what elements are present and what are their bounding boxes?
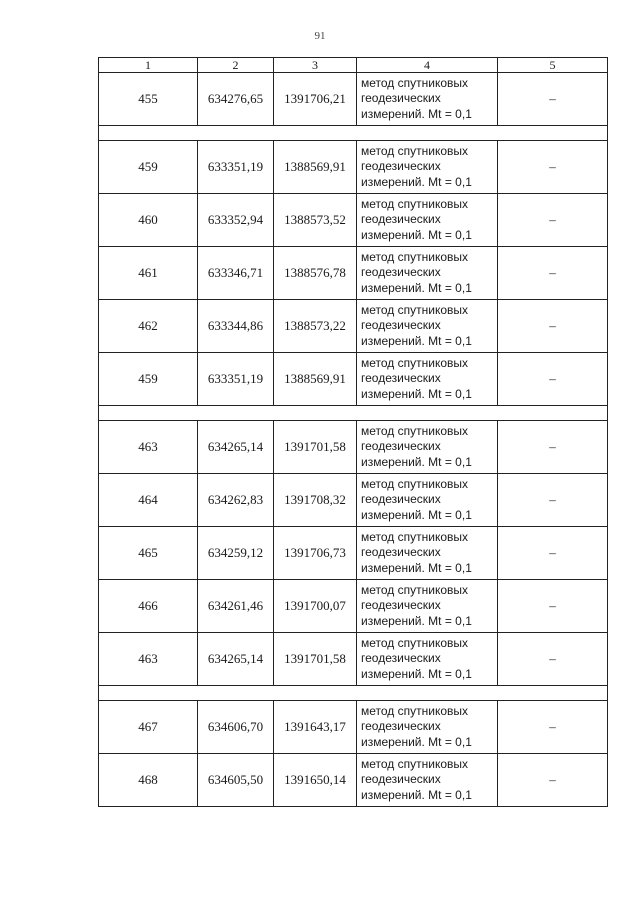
cell-y-coordinate: 1391708,32 — [274, 474, 357, 527]
cell-x-coordinate: 633352,94 — [198, 194, 274, 247]
cell-method: метод спутниковых геодезических измерений. Mt = 0,1 — [357, 633, 498, 686]
cell-point-number: 455 — [99, 73, 198, 126]
cell-notes: – — [498, 247, 608, 300]
table-row — [99, 701, 608, 754]
table-row — [99, 633, 608, 686]
cell-point-number: 459 — [99, 141, 198, 194]
cell-notes: – — [498, 754, 608, 807]
cell-x-coordinate: 633351,19 — [198, 141, 274, 194]
column-header-y: 3 — [274, 58, 357, 73]
table-row — [99, 421, 608, 474]
cell-point-number: 466 — [99, 580, 198, 633]
cell-x-coordinate: 634261,46 — [198, 580, 274, 633]
cell-method: метод спутниковых геодезических измерений. Mt = 0,1 — [357, 247, 498, 300]
column-header-notes: 5 — [498, 58, 608, 73]
table-row — [99, 247, 608, 300]
cell-x-coordinate: 634265,14 — [198, 633, 274, 686]
column-header-method: 4 — [357, 58, 498, 73]
separator-cell — [99, 126, 608, 141]
cell-x-coordinate: 634276,65 — [198, 73, 274, 126]
cell-method: метод спутниковых геодезических измерений. Mt = 0,1 — [357, 141, 498, 194]
cell-method: метод спутниковых геодезических измерений. Mt = 0,1 — [357, 421, 498, 474]
cell-y-coordinate: 1388576,78 — [274, 247, 357, 300]
cell-method: метод спутниковых геодезических измерений. Mt = 0,1 — [357, 701, 498, 754]
table-separator-row — [99, 126, 608, 141]
separator-cell — [99, 406, 608, 421]
table-row — [99, 141, 608, 194]
cell-notes: – — [498, 474, 608, 527]
cell-y-coordinate: 1391706,21 — [274, 73, 357, 126]
table-separator-row — [99, 406, 608, 421]
cell-x-coordinate: 634259,12 — [198, 527, 274, 580]
table-row — [99, 353, 608, 406]
cell-point-number: 467 — [99, 701, 198, 754]
cell-notes: – — [498, 580, 608, 633]
cell-y-coordinate: 1391650,14 — [274, 754, 357, 807]
cell-method: метод спутниковых геодезических измерений. Mt = 0,1 — [357, 353, 498, 406]
cell-point-number: 459 — [99, 353, 198, 406]
cell-point-number: 468 — [99, 754, 198, 807]
table-row — [99, 474, 608, 527]
column-header-point: 1 — [99, 58, 198, 73]
cell-notes: – — [498, 527, 608, 580]
cell-x-coordinate: 633344,86 — [198, 300, 274, 353]
cell-notes: – — [498, 194, 608, 247]
table-row — [99, 754, 608, 807]
cell-method: метод спутниковых геодезических измерений. Mt = 0,1 — [357, 300, 498, 353]
table-header-row — [99, 58, 608, 73]
cell-point-number: 465 — [99, 527, 198, 580]
table-row — [99, 580, 608, 633]
cell-y-coordinate: 1391706,73 — [274, 527, 357, 580]
cell-method: метод спутниковых геодезических измерений. Mt = 0,1 — [357, 527, 498, 580]
table-separator-row — [99, 686, 608, 701]
cell-y-coordinate: 1388569,91 — [274, 353, 357, 406]
cell-method: метод спутниковых геодезических измерений. Mt = 0,1 — [357, 73, 498, 126]
cell-method: метод спутниковых геодезических измерений. Mt = 0,1 — [357, 194, 498, 247]
cell-x-coordinate: 634605,50 — [198, 754, 274, 807]
cell-notes: – — [498, 633, 608, 686]
cell-point-number: 461 — [99, 247, 198, 300]
cell-point-number: 460 — [99, 194, 198, 247]
cell-y-coordinate: 1391701,58 — [274, 633, 357, 686]
cell-notes: – — [498, 141, 608, 194]
cell-x-coordinate: 634265,14 — [198, 421, 274, 474]
table-body — [99, 73, 608, 807]
table-row — [99, 73, 608, 126]
cell-y-coordinate: 1391643,17 — [274, 701, 357, 754]
cell-y-coordinate: 1388569,91 — [274, 141, 357, 194]
cell-x-coordinate: 633346,71 — [198, 247, 274, 300]
cell-x-coordinate: 634262,83 — [198, 474, 274, 527]
cell-x-coordinate: 633351,19 — [198, 353, 274, 406]
cell-point-number: 463 — [99, 633, 198, 686]
cell-notes: – — [498, 353, 608, 406]
cell-method: метод спутниковых геодезических измерений. Mt = 0,1 — [357, 580, 498, 633]
cell-y-coordinate: 1388573,22 — [274, 300, 357, 353]
table-row — [99, 300, 608, 353]
table-row — [99, 194, 608, 247]
cell-point-number: 462 — [99, 300, 198, 353]
cell-notes: – — [498, 300, 608, 353]
cell-x-coordinate: 634606,70 — [198, 701, 274, 754]
cell-point-number: 463 — [99, 421, 198, 474]
cell-notes: – — [498, 421, 608, 474]
separator-cell — [99, 686, 608, 701]
cell-method: метод спутниковых геодезических измерений. Mt = 0,1 — [357, 754, 498, 807]
cell-y-coordinate: 1388573,52 — [274, 194, 357, 247]
cell-notes: – — [498, 701, 608, 754]
cell-notes: – — [498, 73, 608, 126]
column-header-x: 2 — [198, 58, 274, 73]
cell-point-number: 464 — [99, 474, 198, 527]
page-number: 91 — [314, 30, 326, 42]
cell-y-coordinate: 1391701,58 — [274, 421, 357, 474]
coordinates-table — [98, 57, 608, 807]
table-row — [99, 527, 608, 580]
cell-y-coordinate: 1391700,07 — [274, 580, 357, 633]
cell-method: метод спутниковых геодезических измерений. Mt = 0,1 — [357, 474, 498, 527]
